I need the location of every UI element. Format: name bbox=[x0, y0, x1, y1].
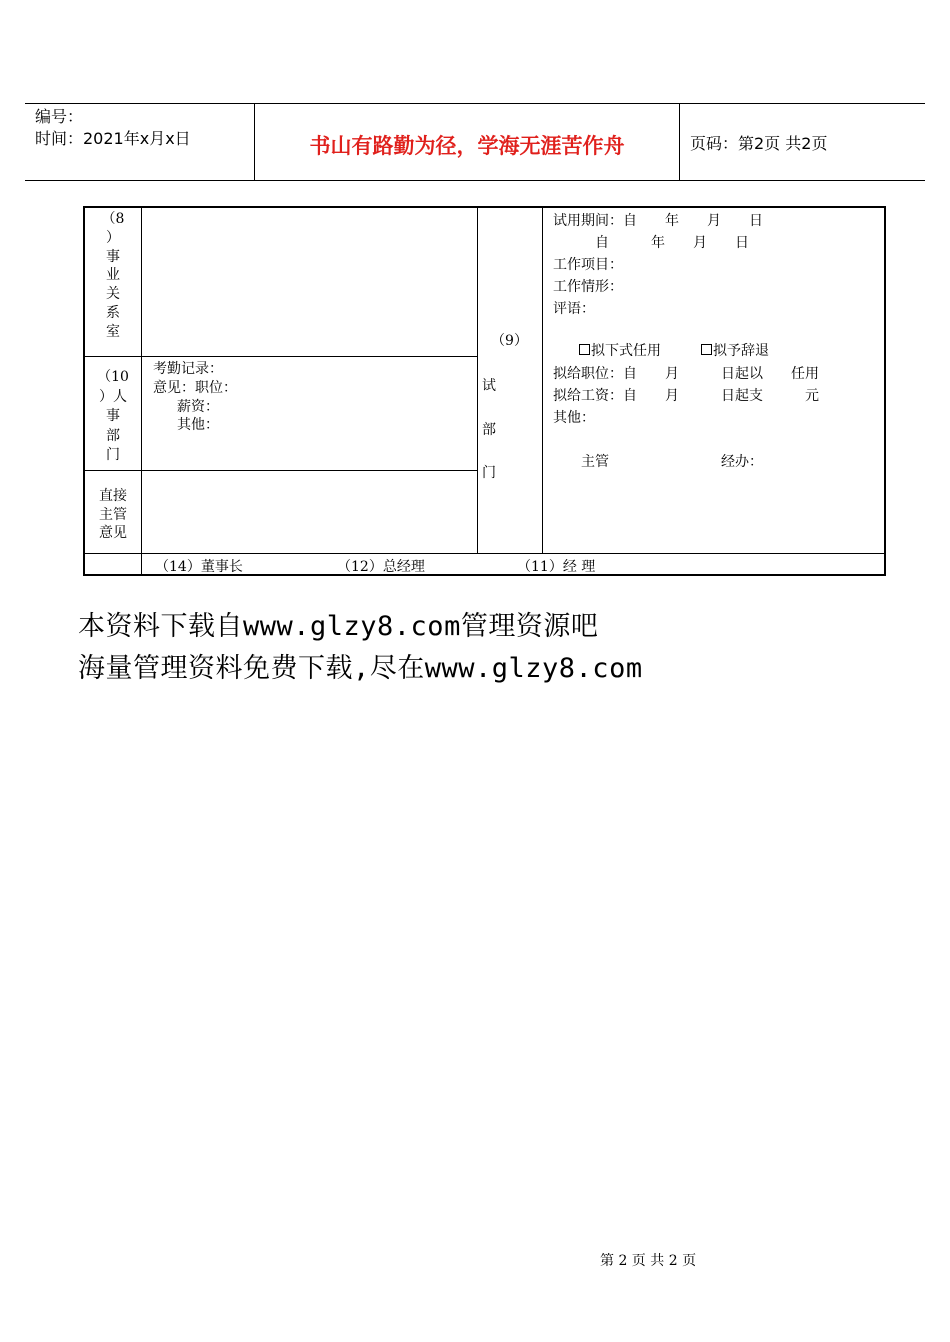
trial-other-label: 其他： bbox=[553, 410, 595, 426]
section9-number: （9） bbox=[491, 333, 528, 349]
direct-supervisor-char: 直接 bbox=[99, 488, 127, 504]
section10-char: ）人 bbox=[99, 388, 127, 405]
section10-char: 事 bbox=[106, 408, 120, 424]
section8-label bbox=[85, 210, 141, 342]
section9-char-men: 门 bbox=[482, 465, 496, 481]
opinion-position-label: 意见：职位： bbox=[153, 380, 237, 396]
time-label: 时间：2021年x月x日 bbox=[35, 129, 191, 148]
section8-char: 关 bbox=[106, 286, 120, 303]
number-label: 编号： bbox=[35, 107, 84, 126]
section10-number: （10 bbox=[97, 369, 129, 385]
salary-label: 薪资： bbox=[177, 399, 219, 415]
header-bottom-rule bbox=[25, 180, 925, 181]
section8-char: 系 bbox=[106, 304, 120, 321]
proposed-salary-line: 拟给工资：自 月 日起支 元 bbox=[553, 388, 819, 404]
proposed-position-line: 拟给职位：自 月 日起以 任用 bbox=[553, 366, 819, 382]
section10-label bbox=[85, 368, 141, 466]
section10-char: 部 bbox=[106, 427, 120, 444]
motto-title: 书山有路勤为径，学海无涯苦作舟 bbox=[309, 134, 625, 158]
trial-period-line2: 自 年 月 日 bbox=[595, 235, 749, 251]
col-divider-1 bbox=[141, 208, 142, 574]
direct-supervisor-char: 意见 bbox=[99, 525, 127, 541]
section10-char: 门 bbox=[106, 447, 120, 463]
work-items-label: 工作项目： bbox=[553, 257, 623, 273]
section8-char: 业 bbox=[106, 267, 120, 284]
supervisor-signature-label: 主管 bbox=[581, 454, 609, 470]
checkbox-icon bbox=[701, 344, 712, 355]
direct-supervisor-char: 主管 bbox=[99, 506, 127, 523]
handler-signature-label: 经办： bbox=[721, 454, 763, 470]
comment-label: 评语： bbox=[553, 301, 595, 317]
checkbox-icon bbox=[579, 344, 590, 355]
option-hire bbox=[579, 342, 661, 361]
col-divider-3 bbox=[542, 208, 543, 553]
header-top-rule bbox=[25, 103, 925, 104]
direct-supervisor-label bbox=[85, 487, 141, 543]
section8-number: （8 bbox=[101, 211, 125, 227]
header-divider-left bbox=[254, 104, 255, 181]
section9-char-shi: 试 bbox=[482, 378, 496, 394]
trial-period-line1: 试用期间：自 年 月 日 bbox=[553, 213, 763, 229]
chairman-signature: （14）董事长 bbox=[155, 559, 243, 575]
promo-line-1: 本资料下载自www.glzy8.com管理资源吧 bbox=[78, 611, 599, 642]
section8-char: 事 bbox=[106, 248, 120, 265]
section8-char: 室 bbox=[106, 323, 120, 340]
work-situation-label: 工作情形： bbox=[553, 279, 623, 295]
promo-line-2: 海量管理资料免费下载,尽在www.glzy8.com bbox=[78, 653, 643, 684]
section8-paren: ） bbox=[106, 229, 120, 246]
row-divider-2 bbox=[85, 470, 477, 471]
attendance-record-label: 考勤记录： bbox=[153, 361, 223, 377]
other-label: 其他： bbox=[177, 417, 219, 433]
general-manager-signature: （12）总经理 bbox=[337, 559, 425, 575]
page-label: 页码：第2页 共2页 bbox=[690, 134, 828, 153]
option-hire-label: 拟下式任用 bbox=[591, 343, 661, 359]
section9-char-bu: 部 bbox=[482, 422, 496, 438]
header-divider-right bbox=[679, 104, 680, 181]
row-divider-3 bbox=[85, 553, 884, 554]
page-footer: 第 2 页 共 2 页 bbox=[600, 1253, 697, 1269]
trial-evaluation-form bbox=[83, 206, 886, 576]
option-dismiss bbox=[701, 342, 769, 361]
option-dismiss-label: 拟予辞退 bbox=[713, 343, 769, 359]
row-divider-1 bbox=[85, 356, 477, 357]
manager-signature: （11）经 理 bbox=[517, 559, 596, 575]
